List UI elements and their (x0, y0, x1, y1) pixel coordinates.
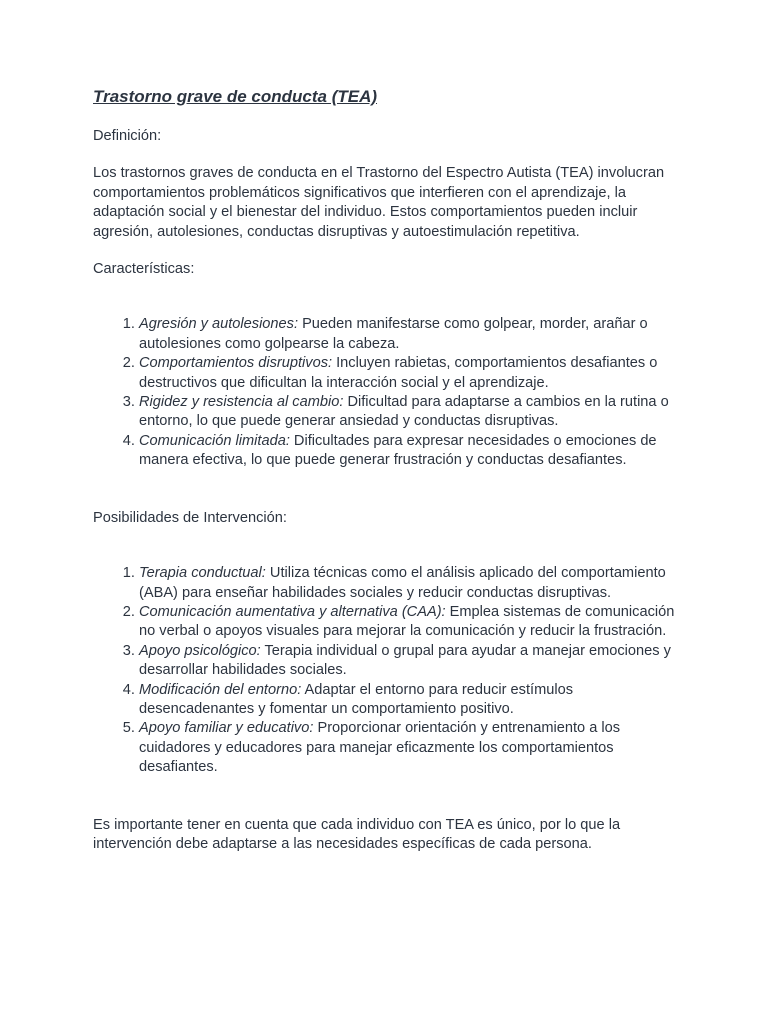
list-item-text: Proporcionar orientación y entrenamiento a los cuidadores y educadores para manejar eficazmente los comportamientos desafiantes. (139, 720, 621, 776)
list-item-text: Utiliza técnicas como el análisis aplicado del comportamiento (ABA) para enseñar habilidades sociales y reducir conductas disruptivas. (139, 565, 666, 601)
document-page (93, 86, 683, 854)
list-item (139, 315, 683, 354)
list-item-lead: Comunicación limitada: (139, 432, 290, 449)
list-item (139, 642, 683, 681)
definition-paragraph: Los trastornos graves de conducta en el Trastorno del Espectro Autista (TEA) involucran comportamientos problemáticos significativos que interfieren con el aprendizaje, la adaptación social y el bienestar del individuo. Estos comportamientos pueden incluir agresión, autolesiones, conductas disruptivas y autoestimulación repetitiva. (93, 165, 665, 240)
list-item-lead: Terapia conductual: (139, 565, 266, 582)
list-item (139, 564, 683, 603)
list-item (139, 681, 683, 720)
list-item-lead: Comportamientos disruptivos: (139, 355, 333, 372)
list-item-text: Pueden manifestarse como golpear, morder, arañar o autolesiones como golpearse la cabeza. (139, 316, 648, 352)
list-item-text: Emplea sistemas de comunicación no verbal o apoyos visuales para mejorar la comunicación y reducir la frustración. (139, 603, 675, 640)
characteristics-heading: Características: (93, 261, 195, 278)
list-item (139, 393, 683, 432)
list-item-lead: Apoyo familiar y educativo: (139, 720, 314, 737)
list-item (139, 603, 683, 642)
list-item (139, 432, 683, 471)
list-item-text: Incluyen rabietas, comportamientos desafiantes o destructivos que dificultan la interacción social y el aprendizaje. (139, 355, 658, 391)
list-item-lead: Apoyo psicológico: (139, 642, 261, 659)
characteristics-list (93, 315, 683, 470)
definition-heading: Definición: (93, 128, 162, 144)
list-item-text: Dificultad para adaptarse a cambios en la rutina o entorno, lo que puede generar ansiedad y conductas disruptivas. (139, 394, 669, 430)
list-item-lead: Modificación del entorno: (139, 681, 302, 698)
list-item-lead: Comunicación aumentativa y alternativa (CAA): (139, 603, 446, 620)
list-item-text: Dificultades para expresar necesidades o emociones de manera efectiva, lo que puede generar frustración y conductas desafiantes. (139, 432, 657, 469)
intervention-heading: Posibilidades de Intervención: (93, 509, 287, 526)
closing-paragraph: Es importante tener en cuenta que cada individuo con TEA es único, por lo que la intervención debe adaptarse a las necesidades específicas de cada persona. (93, 816, 621, 852)
document-title: Trastorno grave de conducta (TEA) (93, 87, 378, 106)
list-item-text: Adaptar el entorno para reducir estímulos desencadenantes y fomentar un comportamiento positivo. (139, 681, 574, 717)
intervention-list (93, 564, 683, 777)
list-item-lead: Rigidez y resistencia al cambio: (139, 394, 344, 411)
list-item-text: Terapia individual o grupal para ayudar a manejar emociones y desarrollar habilidades sociales. (139, 642, 671, 679)
list-item (139, 719, 683, 777)
list-item (139, 354, 683, 393)
list-item-lead: Agresión y autolesiones: (139, 316, 299, 333)
